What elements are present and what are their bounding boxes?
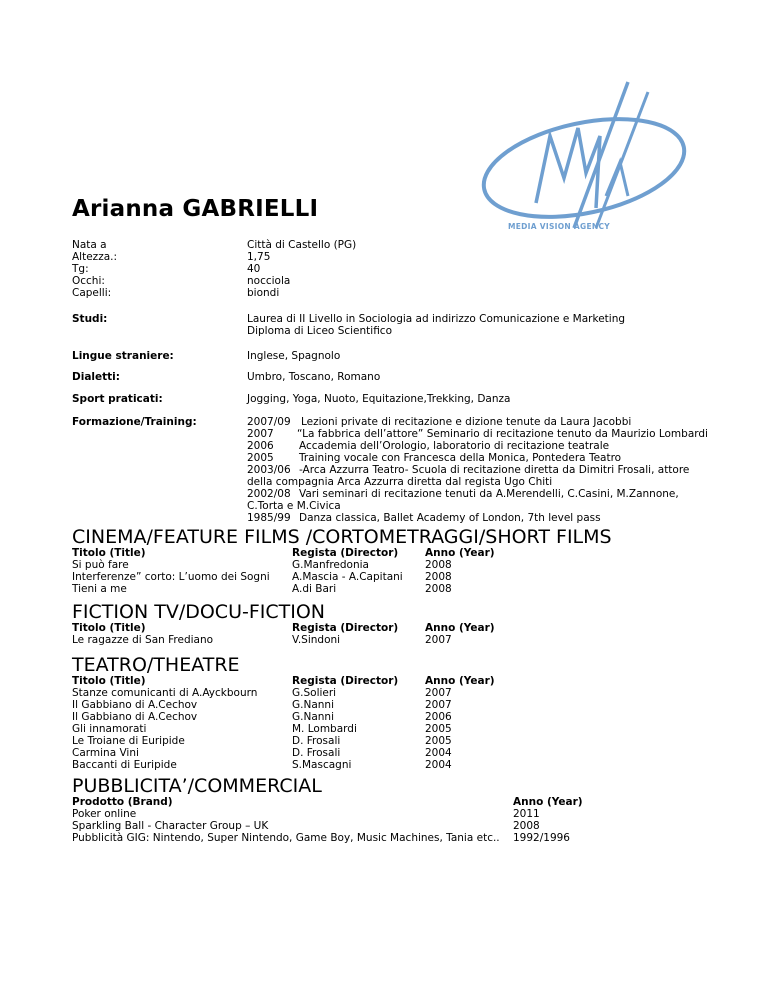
play-director: G.Nanni xyxy=(292,699,334,711)
film-director: A.di Bari xyxy=(292,583,337,595)
film-year: 2008 xyxy=(425,571,452,583)
studi-values xyxy=(247,313,625,337)
col-header-director: Regista (Director) xyxy=(292,675,399,687)
training-text: Accademia dell’Orologio, laboratorio di recitazione teatrale xyxy=(299,440,610,452)
dialetti-value: Umbro, Toscano, Romano xyxy=(247,371,381,383)
media-vision-agency-logo xyxy=(478,78,690,240)
training-year: 2002/08 xyxy=(247,488,291,500)
teatro-heading: TEATRO/THEATRE xyxy=(72,654,240,676)
cinema-directors xyxy=(292,547,403,595)
cinema-titles xyxy=(72,547,270,595)
col-header-year: Anno (Year) xyxy=(513,796,583,808)
studi-label: Studi: xyxy=(72,313,108,325)
film-director: G.Manfredonia xyxy=(292,559,369,571)
logo-a-stroke xyxy=(606,162,628,196)
value-eyes: nocciola xyxy=(247,275,291,287)
pubblicita-years xyxy=(513,796,583,844)
training-line xyxy=(247,476,699,488)
play-year: 2006 xyxy=(425,711,452,723)
candidate-name: Arianna GABRIELLI xyxy=(72,196,319,222)
training-text: Lezioni private di recitazione e dizione tenute da Laura Jacobbi xyxy=(301,416,632,428)
play-year: 2005 xyxy=(425,723,452,735)
lingue-value: Inglese, Spagnolo xyxy=(247,350,341,362)
value-size: 40 xyxy=(247,263,261,275)
play-year: 2004 xyxy=(425,759,452,771)
play-title: Carmina Vini xyxy=(72,747,139,759)
play-director: D. Frosali xyxy=(292,735,341,747)
training-line xyxy=(247,500,699,512)
film-year: 2008 xyxy=(425,583,452,595)
teatro-years xyxy=(425,675,495,771)
col-header-product: Prodotto (Brand) xyxy=(72,796,173,808)
play-director: D. Frosali xyxy=(292,747,341,759)
training-year: 2003/06 xyxy=(247,464,291,476)
training-text: della compagnia Arca Azzurra diretta dal regista Ugo Chiti xyxy=(247,476,553,488)
col-header-director: Regista (Director) xyxy=(292,622,399,634)
col-header-title: Titolo (Title) xyxy=(72,675,146,687)
cinema-heading: CINEMA/FEATURE FILMS /CORTOMETRAGGI/SHORT FILMS xyxy=(72,526,612,548)
film-year: 2008 xyxy=(425,559,452,571)
training-text: C.Torta e M.Civica xyxy=(247,500,341,512)
commercial-product: Poker online xyxy=(72,808,137,820)
col-header-year: Anno (Year) xyxy=(425,675,495,687)
play-year: 2005 xyxy=(425,735,452,747)
film-title: Interferenze” corto: L’uomo dei Sogni xyxy=(72,571,270,583)
training-line xyxy=(247,428,708,440)
lingue-label: Lingue straniere: xyxy=(72,350,174,362)
studi-line: Laurea di II Livello in Sociologia ad indirizzo Comunicazione e Marketing xyxy=(247,313,626,325)
sport-label: Sport praticati: xyxy=(72,393,163,405)
label-capelli: Capelli: xyxy=(72,287,112,299)
training-text: Danza classica, Ballet Academy of London, 7th level pass xyxy=(299,512,601,524)
pubblicita-products xyxy=(72,796,500,844)
film-title: Si può fare xyxy=(72,559,129,571)
play-title: Stanze comunicanti di A.Ayckbourn xyxy=(72,687,258,699)
training-line xyxy=(247,452,699,464)
label-nata: Nata a xyxy=(72,239,107,251)
label-occhi: Occhi: xyxy=(72,275,105,287)
training-year: 2005 xyxy=(247,452,274,464)
sport-value: Jogging, Yoga, Nuoto, Equitazione,Trekking, Danza xyxy=(247,393,511,405)
fiction-directors xyxy=(292,622,398,646)
play-title: Gli innamorati xyxy=(72,723,147,735)
commercial-year: 2008 xyxy=(513,820,540,832)
play-director: G.Nanni xyxy=(292,711,334,723)
training-year: 2007/09 xyxy=(247,416,291,428)
dialetti-label: Dialetti: xyxy=(72,371,120,383)
play-title: Baccanti di Euripide xyxy=(72,759,177,771)
training-text: “La fabbrica dell’attore” Seminario di recitazione tenuto da Maurizio Lombardi xyxy=(297,428,708,440)
training-year: 2007 xyxy=(247,428,274,440)
training-line xyxy=(247,416,699,428)
label-tg: Tg: xyxy=(72,263,89,275)
col-header-title: Titolo (Title) xyxy=(72,622,146,634)
play-director: M. Lombardi xyxy=(292,723,357,735)
play-title: Il Gabbiano di A.Cechov xyxy=(72,699,198,711)
training-text: Vari seminari di recitazione tenuti da A.Merendelli, C.Casini, M.Zannone, xyxy=(299,488,679,500)
formazione-list xyxy=(247,416,708,524)
commercial-year: 1992/1996 xyxy=(513,832,570,844)
fiction-year: 2007 xyxy=(425,634,452,646)
col-header-title: Titolo (Title) xyxy=(72,547,146,559)
commercial-year: 2011 xyxy=(513,808,540,820)
fiction-years xyxy=(425,622,495,646)
training-line xyxy=(247,512,699,524)
value-hair: biondi xyxy=(247,287,280,299)
fiction-title: Le ragazze di San Frediano xyxy=(72,634,214,646)
col-header-year: Anno (Year) xyxy=(425,547,495,559)
col-header-director: Regista (Director) xyxy=(292,547,399,559)
training-line xyxy=(247,440,699,452)
teatro-directors xyxy=(292,675,398,771)
play-year: 2007 xyxy=(425,699,452,711)
fiction-heading: FICTION TV/DOCU-FICTION xyxy=(72,601,326,623)
commercial-product: Sparkling Ball - Character Group – UK xyxy=(72,820,269,832)
play-year: 2004 xyxy=(425,747,452,759)
value-birthplace: Città di Castello (PG) xyxy=(247,239,357,251)
training-year: 1985/99 xyxy=(247,512,291,524)
logo-text: MEDIA VISION AGENCY xyxy=(507,222,611,231)
film-title: Tieni a me xyxy=(72,583,127,595)
training-text: -Arca Azzurra Teatro- Scuola di recitazione diretta da Dimitri Frosali, attore xyxy=(299,464,690,476)
personal-labels xyxy=(72,239,117,299)
formazione-label: Formazione/Training: xyxy=(72,416,197,428)
value-height: 1,75 xyxy=(247,251,271,263)
logo-slash-2 xyxy=(596,92,648,228)
play-year: 2007 xyxy=(425,687,452,699)
play-director: G.Solieri xyxy=(292,687,337,699)
label-altezza: Altezza.: xyxy=(72,251,118,263)
play-title: Il Gabbiano di A.Cechov xyxy=(72,711,198,723)
film-director: A.Mascia - A.Capitani xyxy=(292,571,403,583)
cinema-years xyxy=(425,547,495,595)
training-year: 2006 xyxy=(247,440,274,452)
teatro-titles xyxy=(72,675,257,771)
commercial-product: Pubblicità GIG: Nintendo, Super Nintendo, Game Boy, Music Machines, Tania etc.. xyxy=(72,832,500,844)
col-header-year: Anno (Year) xyxy=(425,622,495,634)
studi-line: Diploma di Liceo Scientifico xyxy=(247,325,393,337)
personal-values xyxy=(247,239,356,299)
training-line xyxy=(247,488,699,500)
play-title: Le Troiane di Euripide xyxy=(72,735,185,747)
fiction-titles xyxy=(72,622,213,646)
logo-m-stroke xyxy=(536,128,600,208)
training-line xyxy=(247,464,699,476)
training-text: Training vocale con Francesca della Monica, Pontedera Teatro xyxy=(299,452,622,464)
pubblicita-heading: PUBBLICITA’/COMMERCIAL xyxy=(72,775,322,797)
play-director: S.Mascagni xyxy=(292,759,352,771)
fiction-director: V.Sindoni xyxy=(292,634,341,646)
